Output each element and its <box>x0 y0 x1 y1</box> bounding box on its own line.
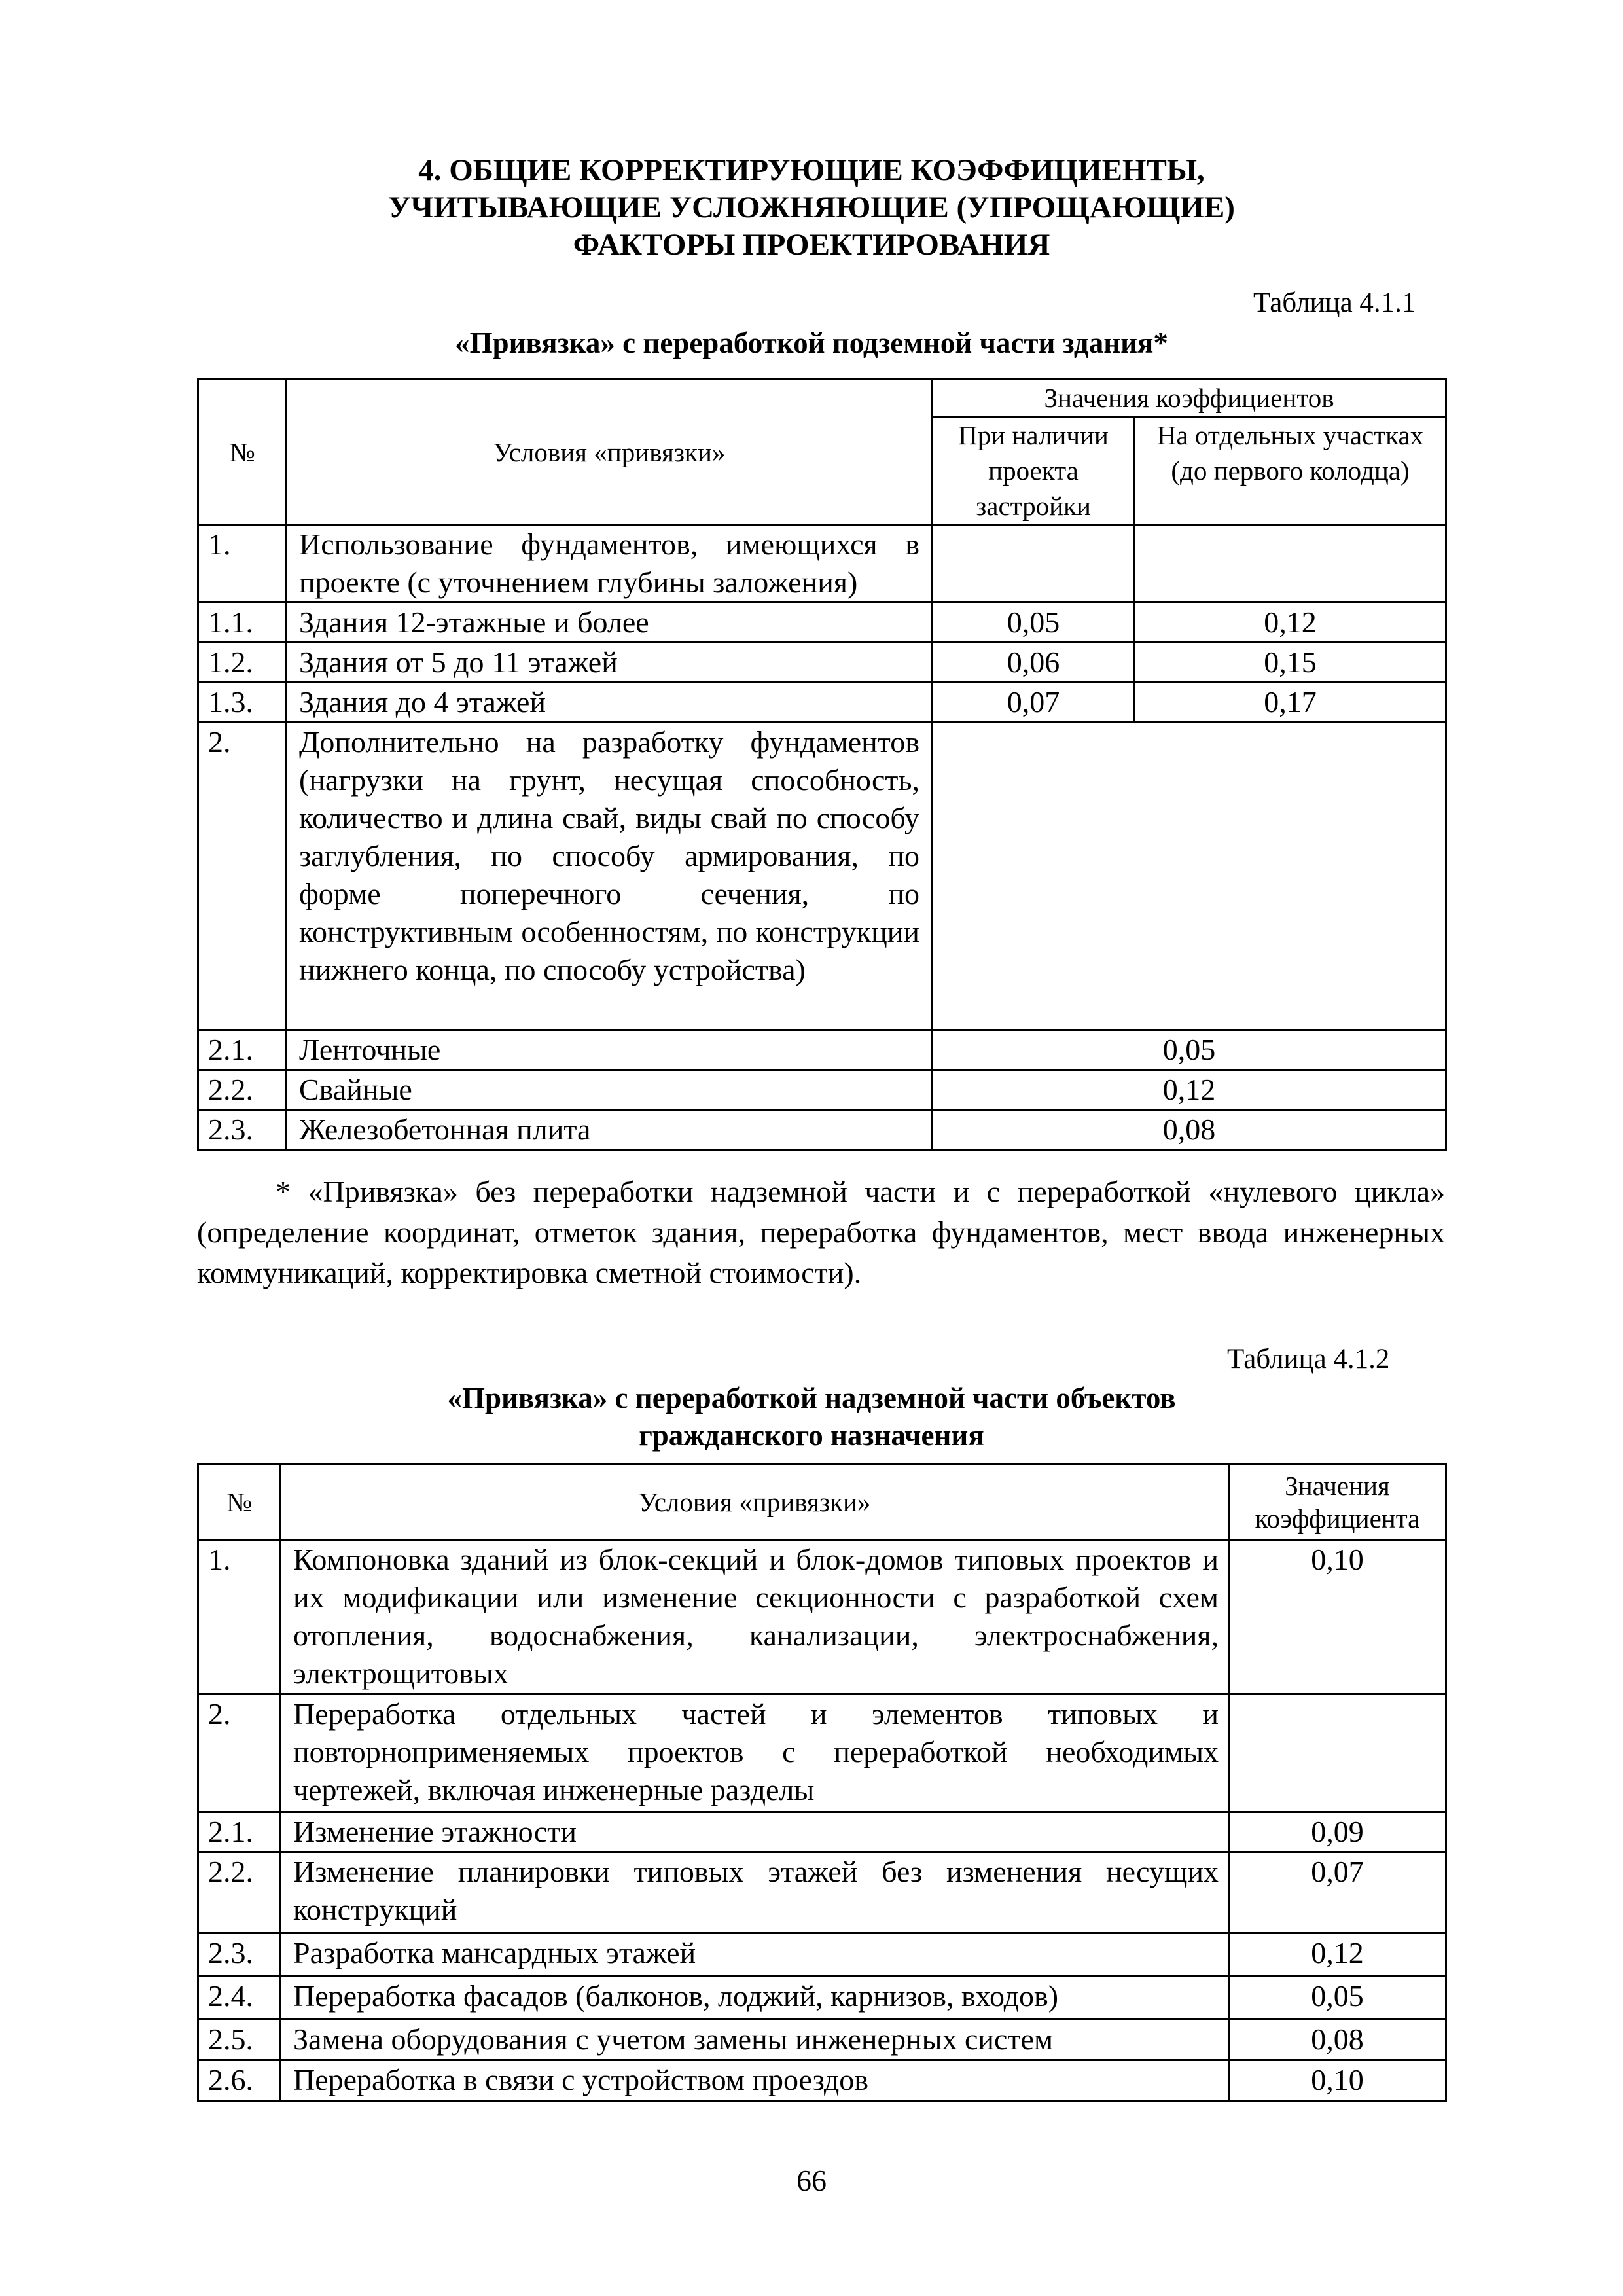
section-heading <box>0 152 1623 264</box>
row-value: 0,08 <box>933 1110 1446 1150</box>
row-condition: Переработка фасадов (балконов, лоджий, карнизов, входов) <box>281 1977 1229 2020</box>
row-value <box>1229 1695 1446 1812</box>
row-number: 2.6. <box>198 2060 281 2101</box>
table2-header-conditions: Условия «привязки» <box>281 1465 1229 1540</box>
table1-header-values-group: Значения коэффициентов <box>933 380 1446 417</box>
row-condition: Железобетонная плита <box>287 1110 933 1150</box>
row-number: 2.1. <box>198 1030 287 1070</box>
row-number: 2.2. <box>198 1852 281 1933</box>
row-number: 1. <box>198 1540 281 1695</box>
table2-header-number: № <box>198 1465 281 1540</box>
table1 <box>197 378 1447 1151</box>
row-number: 2.4. <box>198 1977 281 2020</box>
row-condition: Ленточные <box>287 1030 933 1070</box>
row-value: 0,12 <box>1229 1933 1446 1977</box>
heading-line: ФАКТОРЫ ПРОЕКТИРОВАНИЯ <box>573 228 1050 262</box>
row-number: 1.2. <box>198 643 287 683</box>
row-number: 2.2. <box>198 1070 287 1110</box>
table-row <box>198 525 1446 603</box>
table-row <box>198 1695 1446 1812</box>
row-value-separate-areas: 0,12 <box>1135 603 1446 643</box>
row-value: 0,12 <box>933 1070 1446 1110</box>
row-number: 2.1. <box>198 1812 281 1852</box>
row-condition: Компоновка зданий из блок-секций и блок-домов типовых проектов и их модификации или изменение секционности с разработкой схем отопления, водоснабжения, канализации, электроснабжения, электрощитовых <box>281 1540 1229 1695</box>
table-row <box>198 1070 1446 1110</box>
row-number: 2.3. <box>198 1933 281 1977</box>
table1-header-conditions: Условия «привязки» <box>287 380 933 525</box>
row-value-with-project: 0,05 <box>933 603 1135 643</box>
table-row <box>198 2020 1446 2060</box>
row-condition: Свайные <box>287 1070 933 1110</box>
row-value-with-project: 0,07 <box>933 683 1135 723</box>
table1-caption: Таблица 4.1.1 <box>1253 287 1416 318</box>
table1-footnote <box>197 1172 1445 1293</box>
row-condition: Дополнительно на разработку фундаментов (нагрузки на грунт, несущая способность, количество и длина свай, виды свай по способу заглубления, по способу армирования, по форме поперечного сечения, по конструктивным особенностям, по конструкции нижнего конца, по способу устройства) <box>287 723 933 1030</box>
row-number: 2. <box>198 723 287 1030</box>
row-number: 1.3. <box>198 683 287 723</box>
row-condition: Здания до 4 этажей <box>287 683 933 723</box>
row-value-separate-areas: 0,15 <box>1135 643 1446 683</box>
row-number: 2.3. <box>198 1110 287 1150</box>
table-row <box>198 643 1446 683</box>
row-condition: Здания 12-этажные и более <box>287 603 933 643</box>
row-value: 0,08 <box>1229 2020 1446 2060</box>
table1-header-separate-areas: На отдельных участках (до первого колодца) <box>1135 417 1446 525</box>
row-condition: Переработка в связи с устройством проездов <box>281 2060 1229 2101</box>
row-value-separate-areas: 0,17 <box>1135 683 1446 723</box>
row-value: 0,09 <box>1229 1812 1446 1852</box>
heading-line: 4. ОБЩИЕ КОРРЕКТИРУЮЩИЕ КОЭФФИЦИЕНТЫ, <box>418 153 1205 187</box>
row-value-with-project <box>933 525 1135 603</box>
table2 <box>197 1463 1447 2102</box>
row-value-with-project: 0,06 <box>933 643 1135 683</box>
table-row <box>198 603 1446 643</box>
table-row <box>198 723 1446 1030</box>
table-row <box>198 683 1446 723</box>
row-condition: Изменение этажности <box>281 1812 1229 1852</box>
table-row <box>198 1540 1446 1695</box>
row-number: 2. <box>198 1695 281 1812</box>
table2-header-value: Значения коэффициента <box>1229 1465 1446 1540</box>
table-row <box>198 1110 1446 1150</box>
row-number: 1. <box>198 525 287 603</box>
table1-title <box>0 325 1623 362</box>
table2-caption: Таблица 4.1.2 <box>1227 1344 1390 1374</box>
row-condition: Разработка мансардных этажей <box>281 1933 1229 1977</box>
table1-header-number: № <box>198 380 287 525</box>
table2-title <box>0 1380 1623 1454</box>
table-row <box>198 1030 1446 1070</box>
row-condition: Использование фундаментов, имеющихся в проекте (с уточнением глубины заложения) <box>287 525 933 603</box>
table2-title-line: гражданского назначения <box>639 1419 984 1452</box>
row-number: 1.1. <box>198 603 287 643</box>
row-number: 2.5. <box>198 2020 281 2060</box>
row-value: 0,05 <box>933 1030 1446 1070</box>
table-row <box>198 1812 1446 1852</box>
table1-header-row <box>198 380 1446 417</box>
table2-header-row <box>198 1465 1446 1540</box>
row-condition: Замена оборудования с учетом замены инженерных систем <box>281 2020 1229 2060</box>
row-value <box>933 723 1446 1030</box>
row-value: 0,07 <box>1229 1852 1446 1933</box>
table-row <box>198 1977 1446 2020</box>
page-number: 66 <box>796 2164 827 2197</box>
row-value: 0,05 <box>1229 1977 1446 2020</box>
row-value-separate-areas <box>1135 525 1446 603</box>
row-value: 0,10 <box>1229 1540 1446 1695</box>
table-row <box>198 1852 1446 1933</box>
footnote-text: * «Привязка» без переработки надземной части и с переработкой «нулевого цикла» (определение координат, отметок здания, переработка фундаментов, мест ввода инженерных коммуникаций, корректировка сметной стоимости). <box>197 1175 1445 1289</box>
heading-line: УЧИТЫВАЮЩИЕ УСЛОЖНЯЮЩИЕ (УПРОЩАЮЩИЕ) <box>388 190 1235 224</box>
table-row <box>198 2060 1446 2101</box>
table-row <box>198 1933 1446 1977</box>
row-value: 0,10 <box>1229 2060 1446 2101</box>
table1-title-line: «Привязка» с переработкой подземной части здания* <box>455 327 1168 359</box>
table1-header-with-project: При наличии проекта застройки <box>933 417 1135 525</box>
row-condition: Здания от 5 до 11 этажей <box>287 643 933 683</box>
row-condition: Изменение планировки типовых этажей без изменения несущих конструкций <box>281 1852 1229 1933</box>
row-condition: Переработка отдельных частей и элементов типовых и повторноприменяемых проектов с переработкой необходимых чертежей, включая инженерные разделы <box>281 1695 1229 1812</box>
table2-title-line: «Привязка» с переработкой надземной части объектов <box>447 1382 1176 1414</box>
